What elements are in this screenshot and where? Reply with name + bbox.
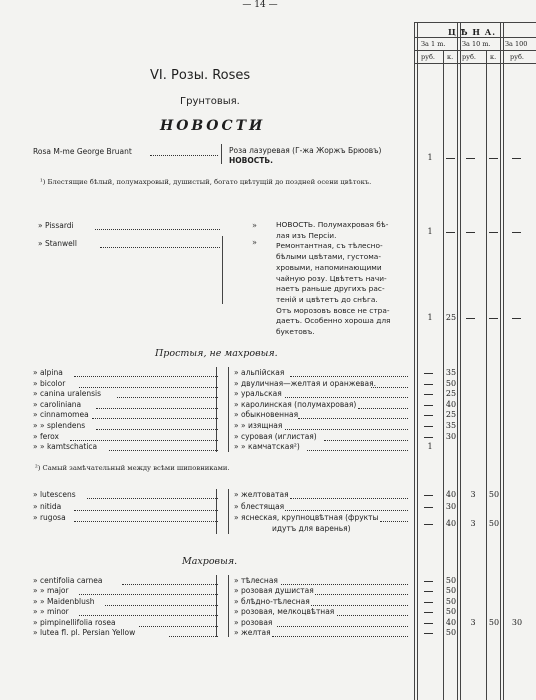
price10-rub: 3	[470, 617, 476, 627]
price-col1-rub: руб.	[421, 53, 435, 61]
desc-line: Отъ морозовъ вовсе не стра-	[276, 305, 390, 315]
leader-dots	[87, 498, 218, 499]
leader-dots	[358, 408, 408, 409]
subsection-title: Грунтовыя.	[180, 96, 240, 107]
price-cell: 25	[445, 313, 457, 322]
price10-kop: 50	[488, 490, 500, 499]
desc-line: лая изъ Персіи.	[276, 230, 337, 240]
entry-russian: » » камчатская²)	[234, 442, 300, 452]
dash	[424, 591, 433, 592]
novelty-footnote: ¹) Блестящие бѣлый, полумахровый, душистый, богато цвѣтущій до поздней осени цвѣтокъ.	[40, 178, 372, 186]
col-rule-1	[414, 22, 415, 700]
rule-header-2	[414, 50, 536, 51]
entry-russian: » обыкновенная	[234, 410, 299, 420]
leader-dots	[79, 594, 218, 595]
entry-russian: » блестящая	[234, 501, 285, 511]
leader-dots	[122, 584, 218, 585]
section-title: VI. Розы. Roses	[150, 68, 251, 83]
col-rule-3b	[460, 22, 461, 700]
dash	[424, 394, 433, 395]
entry-latin: » » kamtschatica	[33, 442, 98, 452]
double-heading: Махровыя.	[182, 556, 238, 567]
price-kop: 25	[445, 410, 457, 420]
desc-line: букетовъ.	[276, 327, 315, 337]
dash	[424, 384, 433, 385]
price-cell: 1	[427, 313, 433, 322]
price-kop: 50	[445, 596, 457, 606]
entry-latin: » » major	[33, 586, 69, 596]
novelty-latin-3: » Stanwell	[38, 239, 77, 248]
leader-dots	[290, 498, 408, 499]
dash	[466, 232, 475, 233]
leader-dots	[169, 636, 218, 637]
entry-russian: » яснеская, крупноцвѣтная (фрукты	[234, 513, 379, 522]
entry-latin: » » minor	[33, 607, 69, 617]
desc-line: теній и цвѣтетъ до снѣга.	[276, 294, 378, 304]
desc-arrow: »	[252, 238, 257, 247]
entry-russian: » розовая	[234, 617, 273, 627]
entry-latin: » alpina	[33, 368, 63, 377]
price-kop: 50	[445, 576, 457, 585]
price-kop: 40	[445, 490, 457, 499]
price-cell: 1	[427, 153, 433, 162]
simple-heading: Простыя, не махровыя.	[155, 348, 278, 359]
novelty-russian-1: Роза лазуревая (Г-жа Жоржъ Брюовъ)	[229, 146, 382, 155]
entry-latin: » rugosa	[33, 513, 66, 522]
leader-dots	[307, 450, 408, 451]
entry-russian: » альпійская	[234, 368, 285, 377]
simple-footnote: ²) Самый замѣчательный между всѣми шиповниками.	[35, 464, 230, 472]
dash	[512, 158, 521, 159]
bracket	[222, 236, 223, 304]
entry-russian-cont: идутъ для варенья)	[272, 524, 351, 533]
dash	[446, 232, 455, 233]
rule-top	[414, 22, 536, 23]
dash	[489, 232, 498, 233]
price-kop: 40	[445, 399, 457, 409]
price10-kop: 50	[488, 519, 500, 528]
entry-russian: » каролинская (полумахровая)	[234, 399, 357, 409]
dash	[424, 602, 433, 603]
col-rule-4	[486, 50, 487, 700]
dash	[489, 318, 498, 319]
entry-latin: » cinnamomea	[33, 410, 89, 420]
leader-dots	[285, 510, 408, 511]
entry-latin: » » splendens	[33, 421, 86, 430]
price10-rub: 3	[470, 519, 476, 528]
leader-dots	[92, 418, 218, 419]
dash	[512, 318, 521, 319]
price100-rub: 30	[511, 617, 523, 627]
leader-dots	[117, 397, 218, 398]
leader-dots	[74, 510, 218, 511]
price-kop: 25	[445, 389, 457, 399]
entry-latin: » lutea fl. pl. Persian Yellow	[33, 628, 136, 637]
entry-latin: » canina uralensis	[33, 389, 102, 399]
news-heading: НОВОСТИ	[160, 118, 266, 134]
leader-dots	[79, 387, 218, 388]
bracket	[216, 575, 217, 637]
leader-dots	[105, 605, 219, 606]
leader-dots	[315, 594, 408, 595]
price10-rub: 3	[470, 490, 476, 499]
bracket	[216, 367, 217, 452]
leader-dots	[371, 387, 408, 388]
leader-dots	[290, 376, 408, 377]
leader-dots	[272, 636, 408, 637]
desc-line: хровыми, напоминающими	[276, 262, 382, 272]
entry-latin: » pimpinellifolia rosea	[33, 617, 116, 627]
bracket	[228, 367, 229, 452]
desc-line: чайную розу. Цвѣтетъ начи-	[276, 273, 387, 283]
page-number: — 14 —	[242, 0, 278, 10]
leader-dots	[277, 626, 408, 627]
price-kop: 50	[445, 628, 457, 637]
rule-header-3	[414, 63, 536, 64]
entry-russian: » желтоватая	[234, 490, 289, 499]
price-col2-rub: руб.	[462, 53, 476, 61]
entry-russian: » розовая, мелкоцвѣтная	[234, 607, 335, 617]
entry-russian: » блѣдно-тѣлесная	[234, 596, 310, 606]
novelty-latin-2: » Pissardi	[38, 221, 74, 230]
dash	[512, 232, 521, 233]
novelty-latin-1: Rosa M-me George Bruant	[33, 147, 132, 156]
leader-dots	[70, 440, 218, 441]
dash	[424, 426, 433, 427]
bracket	[228, 489, 229, 534]
dash	[489, 158, 498, 159]
leader-dots	[100, 247, 220, 248]
leader-dots	[324, 440, 408, 441]
price10-kop: 50	[488, 617, 500, 627]
price-rub: 1	[427, 442, 433, 452]
leader-dots	[298, 418, 408, 419]
leader-dots	[109, 450, 218, 451]
desc-arrow: »	[252, 221, 257, 230]
desc-line: НОВОСТЬ. Полумахровая бѣ-	[276, 220, 389, 229]
price-kop: 50	[445, 586, 457, 596]
dash	[424, 612, 433, 613]
col-rule-5	[500, 22, 501, 700]
leader-dots	[285, 397, 408, 398]
dash	[424, 633, 433, 634]
leader-dots	[74, 376, 218, 377]
col-rule-5b	[503, 22, 504, 700]
price-kop: 50	[445, 607, 457, 617]
desc-line: наетъ раньше другихъ рас-	[276, 284, 385, 294]
price-kop: 30	[445, 431, 457, 441]
entry-russian: » уральская	[234, 389, 282, 399]
dash	[424, 373, 433, 374]
leader-dots	[139, 626, 218, 627]
leader-dots	[74, 521, 218, 522]
dash	[424, 623, 433, 624]
entry-latin: » bicolor	[33, 378, 66, 388]
price-col2-header: За 10 m.	[462, 40, 491, 48]
bracket	[228, 575, 229, 637]
price-col1-header: За 1 m.	[421, 40, 446, 48]
entry-latin: » caroliniana	[33, 399, 82, 409]
leader-dots	[79, 615, 218, 616]
entry-latin: » » Maidenblush	[33, 596, 95, 606]
dash	[424, 405, 433, 406]
price-col1-kop: к.	[447, 53, 454, 61]
pissardi-description	[276, 220, 390, 338]
leader-dots	[311, 605, 408, 606]
price-kop: 40	[445, 617, 457, 627]
dash	[466, 158, 475, 159]
entry-latin: » centifolia carnea	[33, 576, 103, 585]
price-kop: 40	[445, 519, 457, 528]
leader-dots	[281, 584, 408, 585]
leader-dots	[96, 408, 218, 409]
entry-russian: » суровая (иглистая)	[234, 431, 317, 441]
desc-line: бѣлыми цвѣтами, густома-	[276, 252, 381, 262]
price-header-title: Ц Ѣ Н А.	[448, 27, 496, 37]
leader-dots	[337, 615, 408, 616]
dash	[466, 318, 475, 319]
leader-dots	[380, 521, 408, 522]
price-col3-rub: руб.	[510, 53, 524, 61]
dash	[424, 415, 433, 416]
entry-russian: » тѣлесная	[234, 576, 278, 585]
leader-dots	[96, 429, 218, 430]
col-rule-1b	[417, 22, 418, 700]
dash	[446, 158, 455, 159]
entry-latin: » nitida	[33, 501, 62, 511]
desc-line: даетъ. Особенно хороша для	[276, 316, 391, 326]
price-kop: 35	[445, 368, 457, 377]
price-kop: 35	[445, 421, 457, 430]
price-kop: 30	[445, 501, 457, 511]
leader-dots	[150, 155, 218, 156]
dash	[424, 437, 433, 438]
bracket	[221, 144, 222, 164]
dash	[424, 507, 433, 508]
entry-russian: » двуличная—желтая и оранжевая.	[234, 378, 377, 388]
novelty-badge-1: НОВОСТЬ.	[229, 156, 273, 165]
leader-dots	[95, 229, 220, 230]
entry-latin: » lutescens	[33, 490, 76, 499]
entry-russian: » розовая душистая	[234, 586, 314, 596]
entry-russian: » » изящная	[234, 421, 283, 430]
desc-line: Ремонтантная, съ тѣлесно-	[276, 241, 383, 251]
entry-russian: » желтая	[234, 628, 271, 637]
entry-latin: » ferox	[33, 431, 59, 441]
price-col3-header: За 100	[505, 40, 528, 48]
rule-header-1	[414, 37, 536, 38]
dash	[424, 495, 433, 496]
price-kop: 50	[445, 378, 457, 388]
price-cell: 1	[427, 227, 433, 236]
dash	[424, 581, 433, 582]
leader-dots	[285, 429, 408, 430]
price-col2-kop: к.	[490, 53, 497, 61]
dash	[424, 524, 433, 525]
bracket	[216, 489, 217, 534]
